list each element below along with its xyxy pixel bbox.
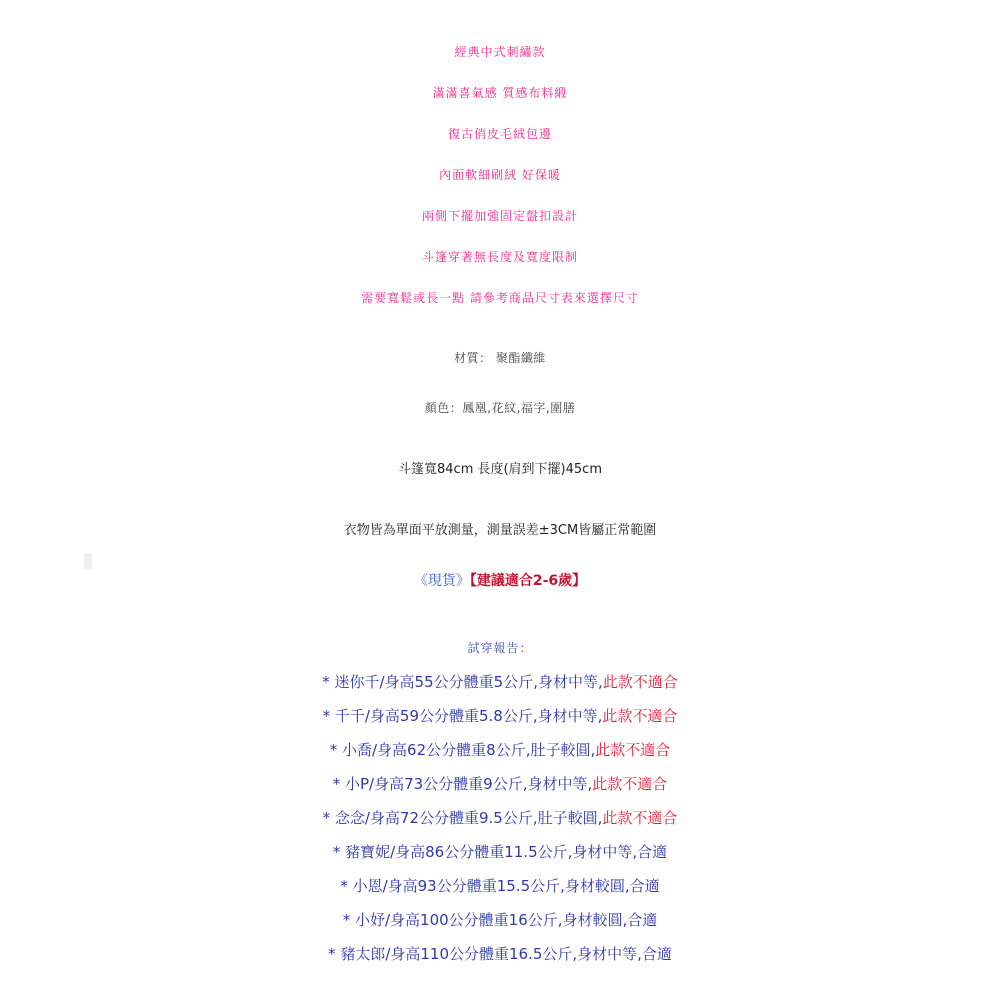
report-item (0, 876, 1000, 896)
report-item-verdict: 此款不適合 (602, 809, 678, 827)
feature-line-3: 復古俏皮毛絨包邊 (447, 127, 552, 141)
report-item-text: * 念念/身高72公分體重9.5公斤,肚子較圓, (322, 809, 603, 827)
report-item-verdict: 此款不適合 (602, 707, 678, 725)
feature-line-4: 內面軟細刷絨 好保暖 (439, 168, 561, 182)
report-item (0, 944, 1000, 964)
report-item (0, 842, 1000, 862)
age-recommendation: 【建議適合2-6歲】 (469, 573, 587, 589)
report-item (0, 910, 1000, 930)
report-item-text: * 小喬/身高62公分體重8公斤,肚子較圓, (329, 741, 596, 759)
colors-line: 顏色：鳳凰,花紋,福字,圍膳 (424, 401, 576, 415)
report-item-text: * 豬太郎/身高110公分體重16.5公斤,身材中等,合適 (328, 945, 672, 963)
report-item (0, 774, 1000, 794)
report-item (0, 808, 1000, 828)
report-item (0, 706, 1000, 726)
feature-line-1: 經典中式刺繡款 (454, 45, 546, 59)
report-item-verdict: 此款不適合 (592, 775, 668, 793)
report-item (0, 672, 1000, 692)
stock-status: 《現貨》 (413, 573, 470, 589)
fitting-report-title: 試穿報告： (467, 641, 533, 655)
report-item-text: * 小妤/身高100公分體重16公斤,身材較圓,合適 (342, 911, 658, 929)
report-item-verdict: 此款不適合 (602, 673, 678, 691)
feature-line-7: 需要寬鬆或長一點 請參考商品尺寸表來選擇尺寸 (361, 291, 639, 305)
report-item (0, 740, 1000, 760)
report-item-text: * 小P/身高73公分體重9公斤,身材中等, (332, 775, 593, 793)
left-edge-marker (84, 553, 92, 569)
report-item-text: * 豬寶妮/身高86公分體重11.5公斤,身材中等,合適 (332, 843, 668, 861)
feature-line-6: 斗篷穿著無長度及寬度限制 (421, 250, 578, 264)
report-item-text: * 千千/身高59公分體重5.8公斤,身材中等, (322, 707, 603, 725)
report-item-text: * 迷你千/身高55公分體重5公斤,身材中等, (322, 673, 603, 691)
feature-line-2: 滿滿喜氣感 質感布料緞 (432, 86, 568, 100)
measure-note: 衣物皆為單面平放測量，測量誤差±3CM皆屬正常範圍 (343, 523, 657, 538)
report-item-verdict: 此款不適合 (595, 741, 671, 759)
stock-line (0, 571, 1000, 591)
material-line: 材質： 聚酯纖維 (454, 351, 546, 365)
size-line: 斗篷寬84cm 長度(肩到下擺)45cm (398, 462, 602, 477)
feature-line-5: 兩側下擺加強固定盤扣設計 (421, 209, 578, 223)
report-item-text: * 小恩/身高93公分體重15.5公斤,身材較圓,合適 (340, 877, 660, 895)
